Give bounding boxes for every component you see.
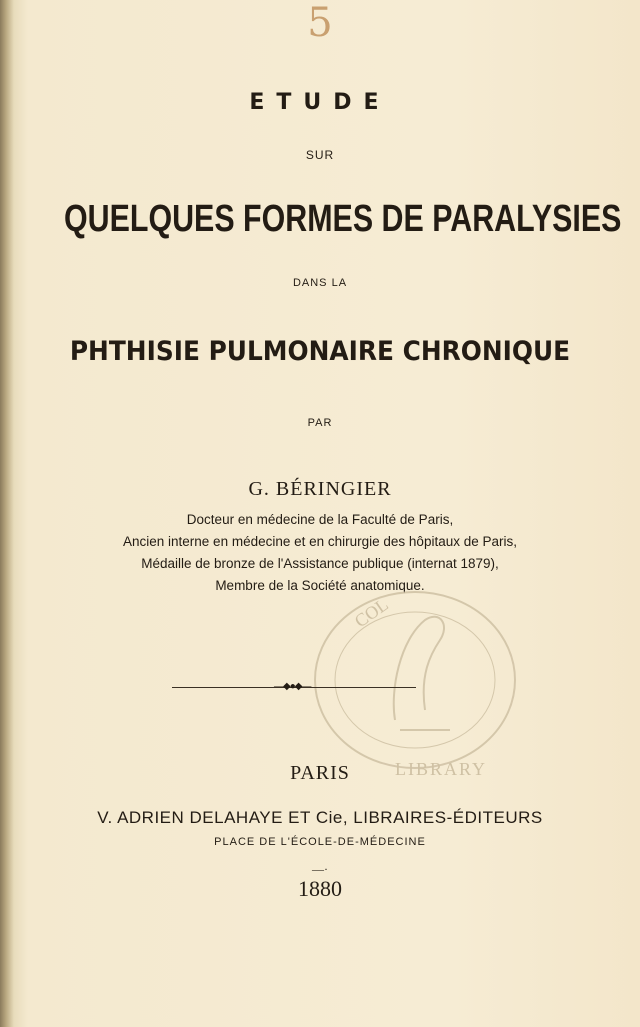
- header-etude: ETUDE: [249, 90, 391, 115]
- author-name: G. BÉRINGIER: [248, 478, 392, 500]
- credential-line: Membre de la Société anatomique.: [215, 578, 425, 593]
- svg-text:LIBRARY: LIBRARY: [395, 759, 488, 779]
- title-line-1: QUELQUES FORMES DE PARALYSIES: [64, 198, 622, 240]
- publisher: V. ADRIEN DELAHAYE ET Cie, LIBRAIRES-ÉDITEURS: [97, 808, 543, 827]
- title-line-2: PHTHISIE PULMONAIRE CHRONIQUE: [69, 336, 571, 367]
- publication-year: 1880: [298, 876, 342, 901]
- sur-label: SUR: [305, 148, 335, 162]
- credential-line: Ancien interne en médecine et en chirurgie des hôpitaux de Paris,: [123, 534, 517, 549]
- separator-ornament: —◆●◆—: [274, 681, 311, 692]
- credential-line: Docteur en médecine de la Faculté de Paris,: [186, 512, 454, 527]
- par-label: PAR: [307, 417, 333, 429]
- small-dash: —·: [312, 862, 328, 876]
- svg-text:COL: COL: [350, 594, 392, 632]
- city: PARIS: [290, 762, 350, 784]
- credential-line: Médaille de bronze de l'Assistance publique (internat 1879),: [141, 556, 499, 571]
- dans-la-label: DANS LA: [292, 277, 348, 289]
- handwritten-mark: 5: [307, 0, 333, 46]
- library-stamp: [300, 580, 530, 780]
- publisher-address: PLACE DE L'ÉCOLE-DE-MÉDECINE: [214, 836, 426, 848]
